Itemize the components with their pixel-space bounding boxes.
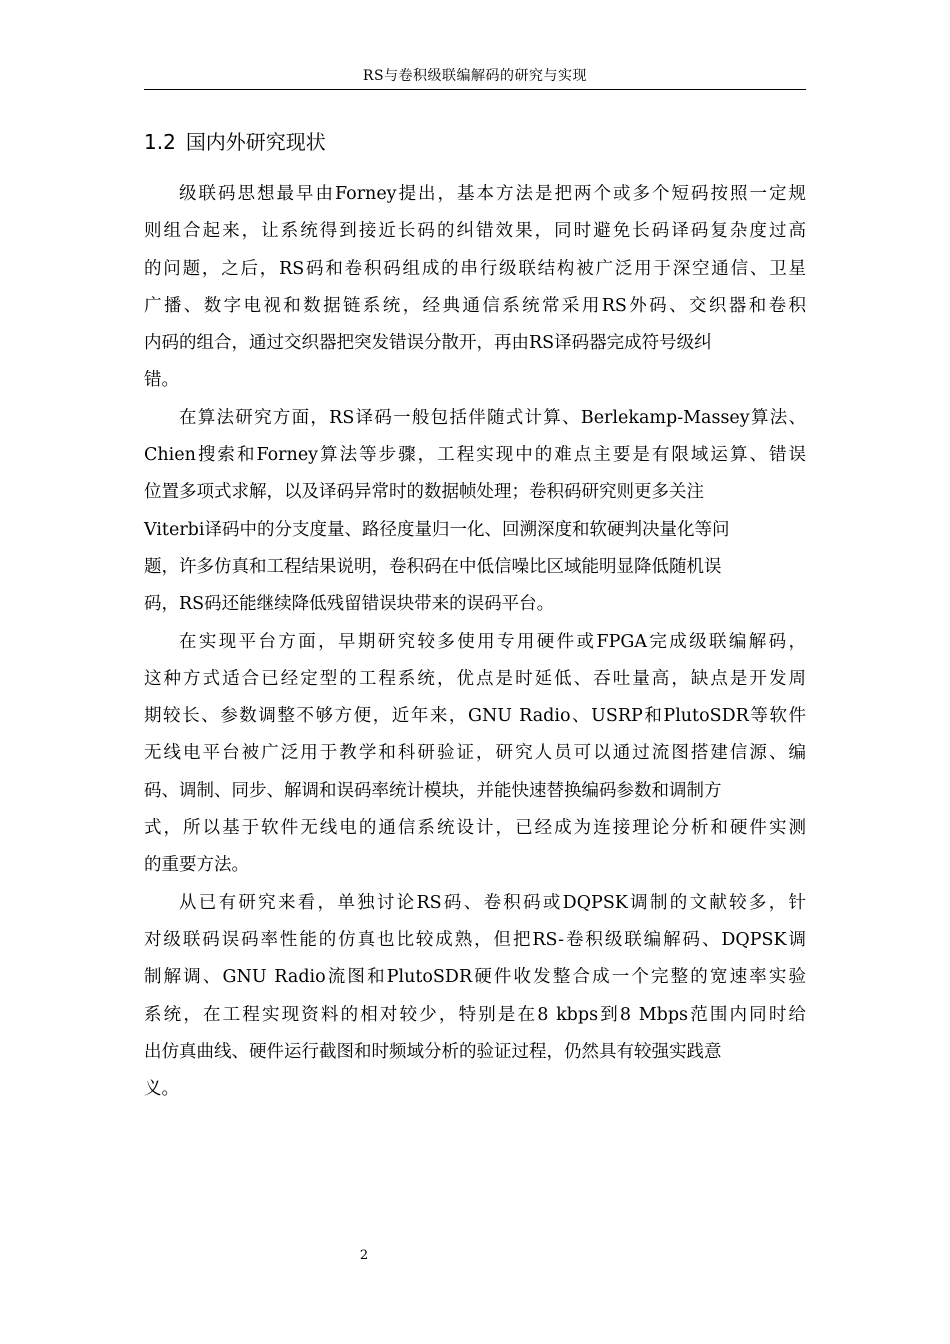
text-line: 位置多项式求解，以及译码异常时的数据帧处理；卷积码研究则更多关注	[144, 482, 704, 503]
page-number: 2	[359, 1248, 369, 1263]
text-line: 无线电平台被广泛用于教学和科研验证，研究人员可以通过流图搭建信源、编	[144, 743, 806, 764]
text-line: 广播、数字电视和数据链系统，经典通信系统常采用RS外码、交织器和卷积	[144, 295, 806, 316]
text-line: 系统，在工程实现资料的相对较少，特别是在8 kbps到8 Mbps范围内同时给	[144, 1004, 806, 1025]
section-heading	[144, 128, 806, 156]
text-line: 码，RS码还能继续降低残留错误块带来的误码平台。	[144, 594, 555, 615]
body-text	[144, 176, 806, 1108]
text-line: 在实现平台方面，早期研究较多使用专用硬件或FPGA完成级联编解码，	[179, 631, 806, 652]
paragraph	[144, 176, 806, 400]
text-line: 式，所以基于软件无线电的通信系统设计，已经成为连接理论分析和硬件实测	[144, 818, 806, 839]
section-title: 国内外研究现状	[185, 130, 326, 154]
running-header: RS与卷积级联编解码的研究与实现	[362, 68, 588, 84]
text-line: 从已有研究来看，单独讨论RS码、卷积码或DQPSK调制的文献较多，针	[179, 892, 806, 913]
text-line: 的重要方法。	[144, 855, 249, 876]
text-line: 题，许多仿真和工程结果说明，卷积码在中低信噪比区域能明显降低随机误	[144, 556, 722, 577]
text-line: 制解调、GNU Radio流图和PlutoSDR硬件收发整合成一个完整的宽速率实验	[144, 967, 806, 988]
text-line: 内码的组合，通过交织器把突发错误分散开，再由RS译码器完成符号级纠	[144, 333, 712, 354]
paragraph	[144, 624, 806, 885]
text-line: 则组合起来，让系统得到接近长码的纠错效果，同时避免长码译码复杂度过高	[144, 221, 806, 242]
paragraph	[144, 885, 806, 1109]
text-line: 期较长、参数调整不够方便，近年来，GNU Radio、USRP和PlutoSDR等软件	[144, 706, 806, 727]
text-line: Chien搜索和Forney算法等步骤，工程实现中的难点主要是有限域运算、错误	[144, 445, 806, 466]
text-line: 这种方式适合已经定型的工程系统，优点是时延低、吞吐量高，缺点是开发周	[144, 668, 806, 689]
text-line: 错。	[144, 370, 179, 391]
paragraph	[144, 400, 806, 624]
text-line: 码、调制、同步、解调和误码率统计模块，并能快速替换编码参数和调制方	[144, 780, 722, 801]
text-line: 出仿真曲线、硬件运行截图和时频域分析的验证过程，仍然具有较强实践意	[144, 1041, 722, 1062]
text-line: Viterbi译码中的分支度量、路径度量归一化、回溯深度和软硬判决量化等问	[144, 519, 730, 540]
text-line: 的问题，之后，RS码和卷积码组成的串行级联结构被广泛用于深空通信、卫星	[144, 258, 806, 279]
header-rule	[144, 89, 806, 90]
text-line: 在算法研究方面，RS译码一般包括伴随式计算、Berlekamp-Massey算法、	[179, 407, 806, 428]
text-line: 义。	[144, 1079, 179, 1100]
text-line: 对级联码误码率性能的仿真也比较成熟，但把RS-卷积级联编解码、DQPSK调	[144, 929, 806, 950]
text-line: 级联码思想最早由Forney提出，基本方法是把两个或多个短码按照一定规	[179, 184, 806, 204]
section-number: 1.2	[144, 130, 176, 154]
